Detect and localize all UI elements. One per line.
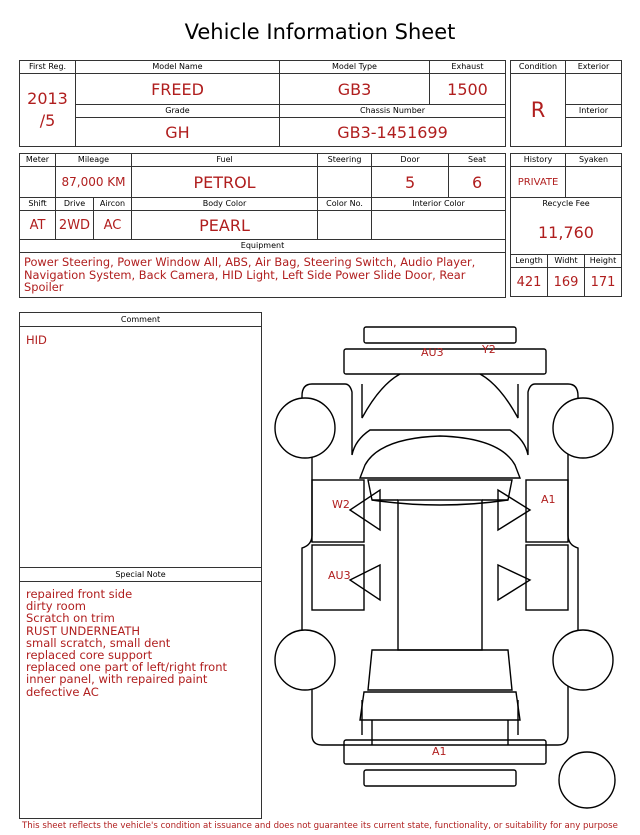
damage-mark-right-front-door: A1 [541, 493, 556, 506]
meter-value [20, 167, 56, 198]
condition-value: R [511, 74, 566, 147]
model-type-label: Model Type [280, 61, 430, 74]
equipment-label: Equipment [20, 240, 506, 253]
hood-left-line [362, 374, 400, 418]
rear-right-wheel [553, 630, 613, 690]
syaken-label: Syaken [566, 154, 622, 167]
shift-value: AT [20, 211, 56, 240]
front-bumper-outline [364, 327, 516, 343]
steering-value [318, 167, 372, 198]
recycle-fee-value: 11,760 [511, 211, 622, 255]
body-color-label: Body Color [132, 198, 318, 211]
vehicle-detail-table [19, 153, 506, 298]
recycle-fee-label: Recycle Fee [511, 198, 622, 211]
color-no-value [318, 211, 372, 240]
damage-mark-rear-bumper: A1 [432, 745, 447, 758]
special-note-box [19, 567, 262, 819]
model-name-label: Model Name [76, 61, 280, 74]
shift-label: Shift [20, 198, 56, 211]
trunk-lid [360, 692, 520, 720]
mileage-label: Mileage [56, 154, 132, 167]
car-damage-diagram [268, 318, 620, 818]
height-value: 171 [585, 268, 622, 297]
note-line: inner panel, with repaired paint [26, 672, 208, 687]
front-right-wheel [553, 398, 613, 458]
steering-label: Steering [318, 154, 372, 167]
right-rear-door [526, 545, 568, 610]
special-note-label: Special Note [20, 568, 261, 582]
damage-mark-left-rear-door: AU3 [328, 569, 351, 582]
interior-color-value [372, 211, 506, 240]
history-value: PRIVATE [511, 167, 566, 198]
damage-mark-front: AU3 [421, 346, 444, 359]
length-value: 421 [511, 268, 548, 297]
rear-bumper-lower [364, 770, 516, 786]
door-value: 5 [372, 167, 449, 198]
hood-right-line [480, 374, 518, 418]
condition-table [510, 60, 622, 147]
interior-color-label: Interior Color [372, 198, 506, 211]
note-line: dirty room [26, 599, 86, 614]
front-left-wheel [275, 398, 335, 458]
aircon-value: AC [94, 211, 132, 240]
mileage-value: 87,000 KM [56, 167, 132, 198]
seat-value: 6 [449, 167, 506, 198]
aircon-label: Aircon [94, 198, 132, 211]
width-value: 169 [548, 268, 585, 297]
rear-window [368, 650, 512, 690]
fuel-value: PETROL [132, 167, 318, 198]
body-color-value: PEARL [132, 211, 318, 240]
special-note-list [20, 582, 261, 704]
width-label: Widht [548, 255, 585, 268]
syaken-value [566, 167, 622, 198]
model-name-value: FREED [76, 74, 280, 105]
interior-value [566, 118, 622, 147]
first-reg-value [20, 74, 76, 147]
model-type-value: GB3 [280, 74, 430, 105]
damage-mark-left-front-door: W2 [332, 498, 350, 511]
exhaust-value: 1500 [430, 74, 506, 105]
spare-wheel [559, 752, 615, 808]
seat-label: Seat [449, 154, 506, 167]
first-reg-year: 2013 [27, 89, 68, 108]
door-label: Door [372, 154, 449, 167]
note-line: defective AC [26, 684, 99, 699]
car-body-outline [302, 384, 578, 745]
exterior-label: Exterior [566, 61, 622, 74]
roof-panel [398, 500, 482, 650]
history-label: History [511, 154, 566, 167]
comment-text: HID [26, 333, 47, 347]
exterior-value [566, 74, 622, 105]
color-no-label: Color No. [318, 198, 372, 211]
meter-label: Meter [20, 154, 56, 167]
length-label: Length [511, 255, 548, 268]
chassis-number-label: Chassis Number [280, 105, 506, 118]
equipment-value: Power Steering, Power Window All, ABS, Air Bag, Steering Switch, Audio Player, Navigation System, Back Camera, HID Light, Left Side Power Slide Door, Rear Spoiler [20, 253, 506, 298]
vehicle-main-table [19, 60, 506, 147]
note-line: replaced core support [26, 648, 153, 663]
note-line: replaced one part of left/right front [26, 660, 228, 675]
height-label: Height [585, 255, 622, 268]
windshield [360, 436, 520, 478]
first-reg-label: First Reg. [20, 61, 76, 74]
comment-box [19, 312, 262, 568]
note-line: small scratch, small dent [26, 635, 171, 650]
history-table [510, 153, 622, 297]
note-line: repaired front side [26, 587, 133, 601]
first-reg-month: /5 [39, 111, 56, 130]
drive-label: Drive [56, 198, 94, 211]
note-line: Scratch on trim [26, 611, 115, 626]
drive-value: 2WD [56, 211, 94, 240]
comment-label: Comment [20, 313, 261, 327]
fuel-label: Fuel [132, 154, 318, 167]
chassis-number-value: GB3-1451699 [280, 118, 506, 147]
grade-label: Grade [76, 105, 280, 118]
disclaimer-footer: This sheet reflects the vehicle's condition at issuance and does not guarantee its current state, functionality, or suitability for any purpose [22, 821, 618, 831]
damage-mark-front-right: Y2 [482, 343, 496, 356]
interior-label: Interior [566, 105, 622, 118]
right-front-door [526, 480, 568, 542]
note-line: RUST UNDERNEATH [26, 623, 141, 638]
grade-value: GH [76, 118, 280, 147]
left-front-door [312, 480, 364, 542]
front-bumper-lower [344, 349, 546, 374]
exhaust-label: Exhaust [430, 61, 506, 74]
condition-label: Condition [511, 61, 566, 74]
page-title: Vehicle Information Sheet [184, 20, 456, 44]
rear-left-wheel [275, 630, 335, 690]
